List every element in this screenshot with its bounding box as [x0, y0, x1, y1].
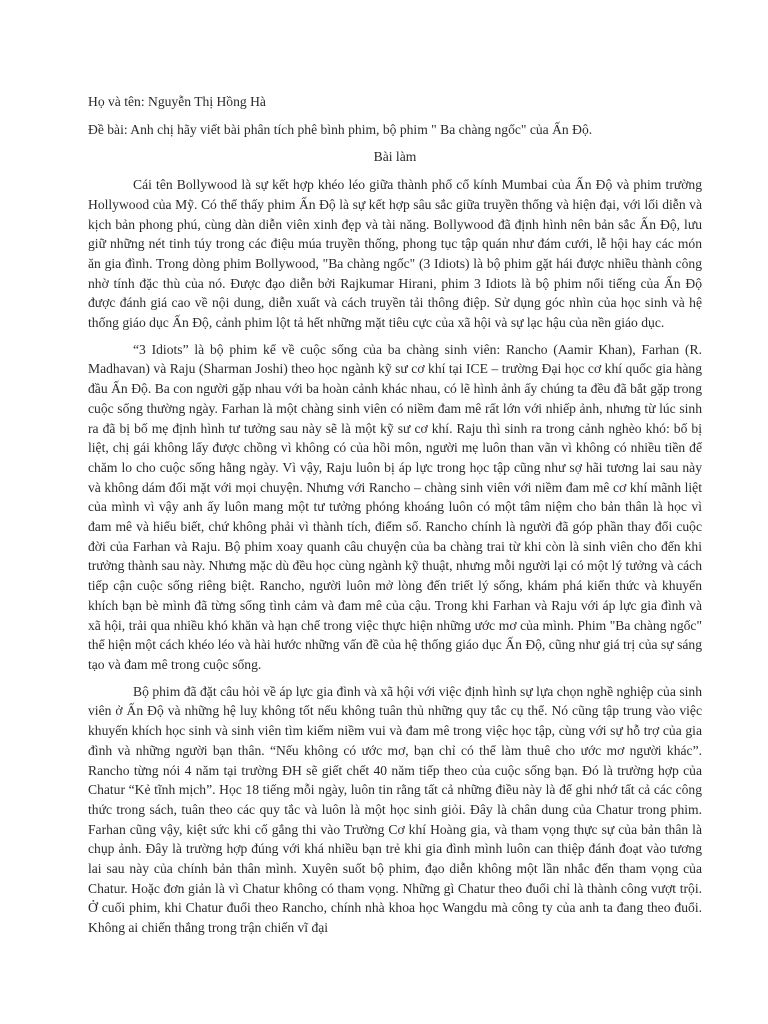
essay-title: Bài làm — [373, 149, 417, 165]
author-line: Họ và tên: Nguyễn Thị Hồng Hà — [88, 94, 266, 109]
body-paragraph-2: “3 Idiots” là bộ phim kể về cuộc sống của ba chàng sinh viên: Rancho (Aamir Khan), Farhan (R. Madhavan) và Raju (Sharman Joshi) theo học ngành kỹ sư cơ khí tại ICE – trường Đại học cơ khí quốc gia hàng đầu Ấn Độ. Ba con người gặp nhau với ba hoàn cảnh khác nhau, có lẽ hình ảnh ấy chúng ta đều đã bắt gặp trong cuộc sống thường ngày. Farhan là một chàng sinh viên có niềm đam mê rất lớn với nhiếp ảnh, nhưng từ lúc sinh ra đã bị bố mẹ định hình tư tưởng sau này sẽ là một kỹ sư cơ khí. Raju thì sinh ra trong cảnh nghèo khó: bố bị liệt, chị gái không lấy được chồng vì không có của hồi môn, người mẹ luôn than vãn vì không có nhiều tiền để chăm lo cho cuộc sống hằng ngày. Vì vậy, Raju luôn bị áp lực trong học tập cũng như sợ hãi tương lai sau này và không dám đối mặt với mọi chuyện. Nhưng với Rancho – chàng sinh viên với niềm đam mê cơ khí mãnh liệt của mình vì vậy anh ấy luôn mang một tư tưởng phóng khoáng luôn có một tâm niệm cho bản thân là học vì đam mê và hiểu biết, chứ không phải vì thành tích, điểm số. Rancho chính là người đã góp phần thay đổi cuộc đời của Farhan và Raju. Bộ phim xoay quanh câu chuyện của ba chàng trai từ khi còn là sinh viên cho đến khi trưởng thành sau này. Nhưng mặc dù đều học cùng ngành kỹ thuật, nhưng mỗi người lại có một lý tưởng và cách tiếp cận cuộc sống riêng biệt. Rancho, người luôn mở lòng đến triết lý sống, khám phá kiến thức và khuyến khích bạn bè mình đã từng sống tình cảm và đam mê của cậu. Trong khi Farhan và Raju với áp lực gia đình và xã hội, trải qua nhiều khó khăn và hạn chế trong việc thực hiện những ước mơ của mình. Phim "Ba chàng ngốc" thể hiện một cách khéo léo và hài hước những vấn đề của hệ thống giáo dục Ấn Độ, cũng như giá trị của sự sáng tạo và đam mê trong cuộc sống. — [88, 341, 702, 672]
assignment-line: Đề bài: Anh chị hãy viết bài phân tích phê bình phim, bộ phim " Ba chàng ngốc" của Ấn Độ. — [88, 121, 593, 137]
body-paragraph-3: Bộ phim đã đặt câu hỏi về áp lực gia đình và xã hội với việc định hình sự lựa chọn nghề nghiệp của sinh viên ở Ấn Độ và những hệ luỵ không tốt nếu không tuân thủ những quy tắc cụ thể. Nó cũng tập trung vào việc khuyến khích học sinh và sinh viên tìm kiếm niềm vui và đam mê trong việc học tập, cùng với sự hỗ trợ của gia đình và những người bạn thân. “Nếu không có ước mơ, bạn chỉ có thể làm thuê cho ước mơ người khác”. Rancho từng nói 4 năm tại trường ĐH sẽ giết chết 40 năm tiếp theo của cuộc sống bạn. Đó là trường hợp của Chatur “Kẻ tĩnh mịch”. Học 18 tiếng mỗi ngày, luôn tin rằng tất cả những điều này là để ghi nhớ tất cả các công thức trong sách, tuân theo các quy tắc và luôn là một học sinh giỏi. Đây là chân dung của Chatur trong phim. Farhan cũng vậy, kiệt sức khi cố gắng thi vào Trường Cơ khí Hoàng gia, và tham vọng thực sự của bản thân là chụp ảnh. Đây là trường hợp đúng với khá nhiều bạn trẻ khi gia đình mình luôn can thiệp đánh đoạt vào tương lai sau này của chính bản thân mình. Xuyên suốt bộ phim, đạo diễn không một lần nhắc đến tham vọng của Chatur. Hoặc đơn giản là vì Chatur không có tham vọng. Những gì Chatur theo đuổi chỉ là thành công vượt trội. Ở cuối phim, khi Chatur đuổi theo Rancho, chính nhà khoa học Wangdu mà công ty của anh ta đang theo đuổi. Không ai chiến thắng trong trận chiến vĩ đại — [88, 683, 702, 936]
body-paragraph-1: Cái tên Bollywood là sự kết hợp khéo léo giữa thành phố cổ kính Mumbai của Ấn Độ và phim trường Hollywood của Mỹ. Có thể thấy phim Ấn Độ là sự kết hợp sâu sắc giữa truyền thống và hiện đại, với lối diễn và kịch bản phong phú, cùng dàn diễn viên xinh đẹp và tài năng. Bollywood đã định hình nên bản sắc Ấn Độ, lưu giữ những nét tinh túy trong các điệu múa truyền thống, phong tục tập quán như đám cưới, lễ hội hay các món ăn gia đình. Trong dòng phim Bollywood, "Ba chàng ngốc" (3 Idiots) là bộ phim gặt hái được nhiều thành công nhờ tính đặc thù của nó. Được đạo diễn bởi Rajkumar Hirani, phim 3 Idiots là bộ phim nổi tiếng của Ấn Độ được đánh giá cao về nội dung, diễn xuất và cách truyền tải thông điệp. Sử dụng góc nhìn của học sinh và hệ thống giáo dục Ấn Độ, cảnh phim lột tả hết những mặt tiêu cực của xã hội và sự lạc hậu của nền giáo dục. — [88, 177, 702, 331]
